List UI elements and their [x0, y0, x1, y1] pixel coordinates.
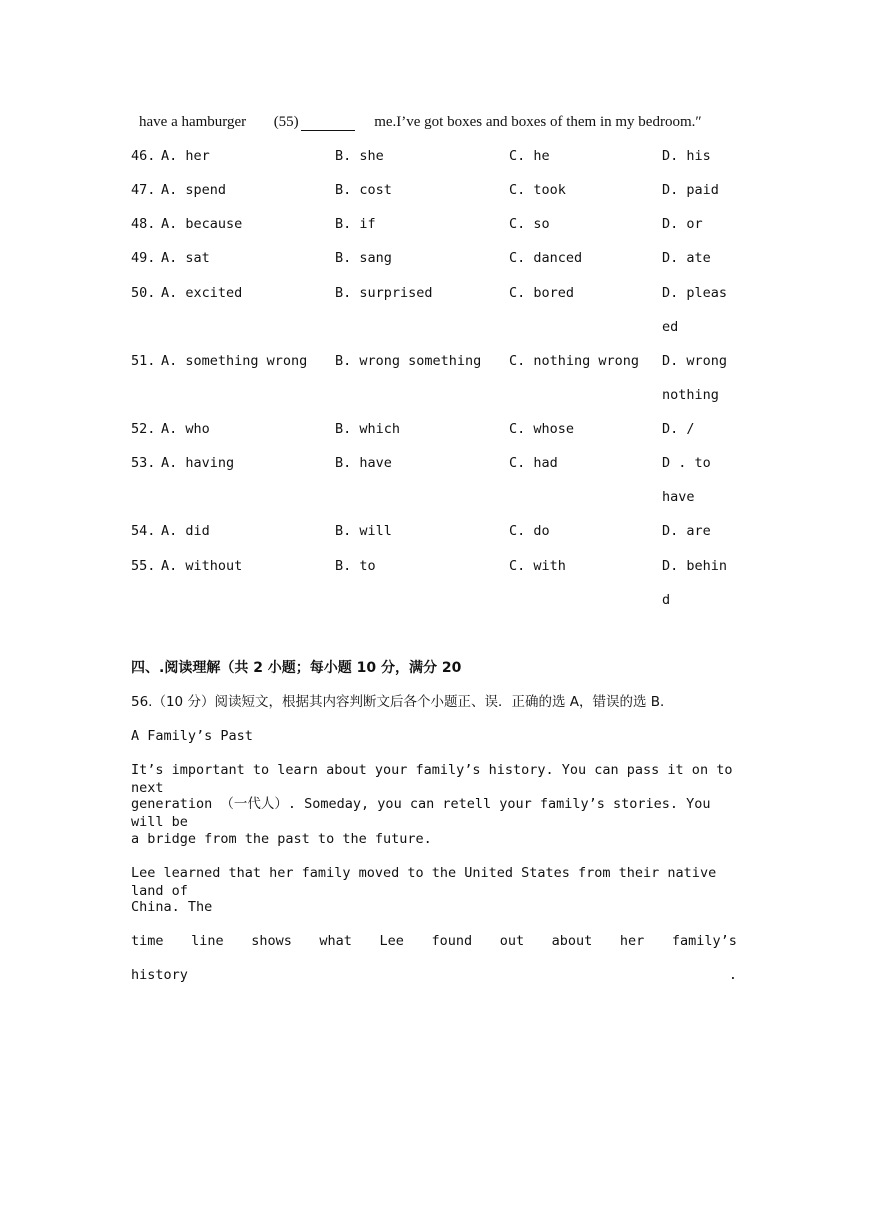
passage-word: her [619, 933, 645, 949]
passage-justified-line [131, 932, 737, 950]
passage-text: generation （一代人）. Someday, you can retell your family’s stories. You will be [131, 796, 711, 830]
option-c: C. do [509, 523, 550, 539]
option-b: B. wrong something [335, 353, 482, 369]
question-number: 55. [131, 558, 156, 574]
option-c: C. with [509, 558, 566, 574]
option-d-wrap: d [662, 592, 671, 608]
option-a: A. excited [161, 285, 243, 301]
option-a: A. her [161, 148, 210, 164]
passage-word: out [499, 933, 525, 949]
question-number: 54. [131, 523, 156, 539]
option-d: D. / [662, 421, 695, 437]
option-c: C. had [509, 455, 558, 471]
option-b: B. she [335, 148, 384, 164]
option-b: B. sang [335, 250, 392, 266]
passage-line [131, 761, 737, 797]
option-c: C. he [509, 148, 550, 164]
option-a: A. did [161, 523, 210, 539]
option-c: C. so [509, 216, 550, 232]
option-d: D. ate [662, 250, 711, 266]
option-b: B. if [335, 216, 376, 232]
option-a: A. sat [161, 250, 210, 266]
passage-word: family’s [671, 933, 737, 949]
option-d: D. pleas [662, 285, 728, 301]
question-number: 47. [131, 182, 156, 198]
option-d-wrap: have [662, 489, 695, 505]
passage-line [131, 795, 737, 831]
option-b: B. surprised [335, 285, 433, 301]
question-number: 50. [131, 285, 156, 301]
option-a: A. having [161, 455, 235, 471]
cloze-prefix: have a hamburger [139, 114, 247, 130]
question-number: 46. [131, 148, 156, 164]
passage-word: Lee [379, 933, 404, 949]
option-c: C. whose [509, 421, 575, 437]
passage-line [131, 966, 737, 984]
option-d: D. paid [662, 182, 719, 198]
option-b: B. will [335, 523, 392, 539]
question-number: 49. [131, 250, 156, 266]
option-d: D. are [662, 523, 711, 539]
passage-period: . [728, 967, 737, 983]
option-d: D. his [662, 148, 711, 164]
section-heading: 四、.阅读理解（共 2 小题；每小题 10 分，满分 20 [131, 660, 462, 676]
option-d: D. or [662, 216, 703, 232]
option-d-wrap: nothing [662, 387, 719, 403]
option-b: B. which [335, 421, 401, 437]
question-number: 51. [131, 353, 156, 369]
cloze-suffix: me.I’ve got boxes and boxes of them in my bedroom.″ [374, 114, 702, 130]
passage-title: A Family’s Past [131, 728, 253, 744]
passage-word: line [191, 933, 224, 949]
question-number: 52. [131, 421, 156, 437]
passage-word: what [319, 933, 352, 949]
option-d-wrap: ed [662, 319, 679, 335]
passage-word: found [431, 933, 473, 949]
passage-line [131, 864, 737, 900]
passage-word: shows [251, 933, 292, 949]
passage-word: about [551, 933, 593, 949]
option-d: D. wrong [662, 353, 728, 369]
option-c: C. danced [509, 250, 583, 266]
passage-text: It’s important to learn about your family’s history. You can pass it on to next [131, 762, 733, 796]
option-b: B. to [335, 558, 376, 574]
option-d: D. behin [662, 558, 728, 574]
option-c: C. took [509, 182, 566, 198]
option-a: A. without [161, 558, 243, 574]
passage-word: time [131, 933, 164, 949]
passage-line: a bridge from the past to the future. [131, 831, 432, 847]
option-c: C. bored [509, 285, 575, 301]
answer-blank [301, 116, 355, 131]
passage-text: history [131, 967, 188, 983]
passage-text: Lee learned that her family moved to the United States from their native land of [131, 865, 717, 899]
blank-number: (55) [273, 114, 299, 130]
question-number: 48. [131, 216, 156, 232]
cloze-continuation-line [139, 113, 702, 131]
option-a: A. who [161, 421, 210, 437]
option-a: A. spend [161, 182, 227, 198]
option-b: B. cost [335, 182, 392, 198]
instruction-text: 56.（10 分）阅读短文，根据其内容判断文后各个小题正、误．正确的选 A，错误的选 B． [131, 694, 674, 710]
option-a: A. because [161, 216, 243, 232]
option-b: B. have [335, 455, 392, 471]
passage-line: China. The [131, 899, 213, 915]
option-c: C. nothing wrong [509, 353, 640, 369]
option-d: D . to [662, 455, 711, 471]
question-number: 53. [131, 455, 156, 471]
option-a: A. something wrong [161, 353, 308, 369]
